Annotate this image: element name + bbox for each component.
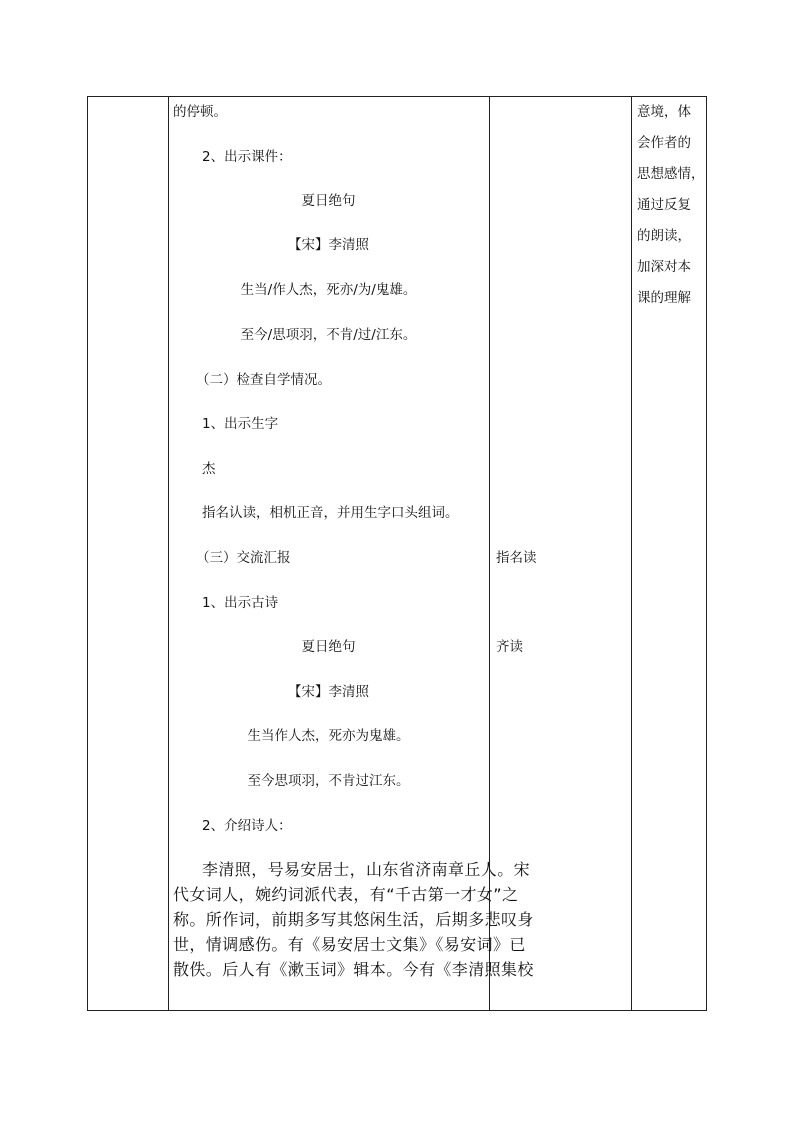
poem-title: 夏日绝句 [301, 639, 356, 655]
paragraph-line: 李清照，号易安居士，山东省济南章丘人。宋 [202, 860, 531, 879]
design-intent-text [637, 102, 705, 319]
intent-line: 加深对本 [637, 259, 691, 275]
poem-author: 【宋】李清照 [288, 684, 369, 700]
text-line: 2、出示课件： [202, 149, 292, 165]
intent-line: 思想感情， [637, 166, 705, 182]
intent-line: 的朗读， [637, 228, 691, 244]
paragraph-line: 称。所作词，前期多写其悠闲生活，后期多悲叹身 [173, 910, 534, 929]
column-1-cell [88, 97, 168, 1010]
text-line: 指名认读，相机正音，并用生字口头组词。 [202, 505, 459, 521]
text-line: 2、介绍诗人： [202, 818, 292, 834]
poem-line: 生当/作人杰，死亦/为/鬼雄。 [240, 282, 417, 298]
activity-text: 齐读 [496, 639, 523, 655]
paragraph-line: 散佚。后人有《漱玉词》辑本。今有《李清照集校 [173, 960, 534, 979]
design-intent-cell [631, 97, 708, 1010]
student-activity-cell [489, 97, 631, 1010]
activity-text: 指名读 [496, 550, 537, 566]
text-line: 杰 [202, 461, 216, 477]
section-heading: （二）检查自学情况。 [196, 372, 331, 388]
section-heading: （三）交流汇报 [196, 550, 291, 566]
poem-line: 生当作人杰，死亦为鬼雄。 [247, 728, 410, 744]
intent-line: 会作者的 [637, 135, 691, 151]
lesson-plan-table [87, 96, 707, 1011]
paragraph-line: 代女词人，婉约词派代表，有“千古第一才女”之 [173, 885, 519, 904]
text-line: 1、出示古诗 [202, 595, 279, 611]
intent-line: 意境，体 [637, 104, 691, 120]
text-line: 1、出示生字 [202, 416, 279, 432]
poem-author: 【宋】李清照 [288, 237, 369, 253]
poet-intro-paragraph [173, 857, 534, 982]
text-line: 的停顿。 [173, 104, 227, 120]
poem-line: 至今/思项羽，不肯/过/江东。 [240, 327, 417, 343]
intent-line: 课的理解 [637, 290, 691, 306]
poem-title: 夏日绝句 [301, 193, 356, 209]
intent-line: 通过反复 [637, 197, 691, 213]
paragraph-line: 世，情调感伤。有《易安居士文集》《易安词》已 [173, 935, 526, 954]
poem-line: 至今思项羽，不肯过江东。 [247, 773, 410, 789]
